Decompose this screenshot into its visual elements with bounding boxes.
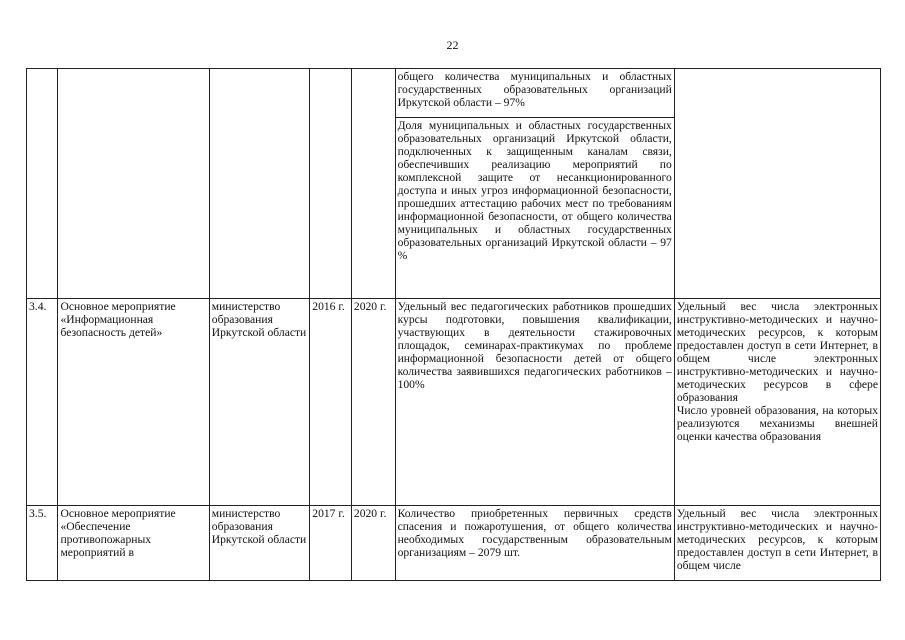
cell-event <box>58 506 209 581</box>
indicator-text: Количество приобретенных первичных средств спасения и пожаротушения, от общего количества необходимых государственным образовательным организациям – 2079 шт. <box>397 507 672 559</box>
cell-indicator <box>395 506 674 581</box>
cell-num <box>27 506 58 581</box>
cell-end-year <box>351 299 395 506</box>
cell-executor-empty <box>209 69 310 299</box>
cell-target <box>674 299 880 506</box>
cell-indicator <box>395 299 674 506</box>
cell-start-year <box>310 299 352 506</box>
cell-end-empty <box>351 69 395 299</box>
target-text-1: Удельный вес числа электронных инструктивно-методических и научно-методических ресурсов, к которым предоставлен доступ в сети Интернет, в общем числе электронных инструктивно-методических и научно-методических ресурсов в сфере образования <box>676 300 878 404</box>
cell-executor <box>209 299 310 506</box>
event-name: Основное мероприятие «Обеспечение противопожарных мероприятий в <box>60 507 176 559</box>
start-year: 2017 г. <box>312 507 345 520</box>
indicator-text: общего количества муниципальных и областных государственных образовательных организаций Иркутской области – 97% <box>397 70 672 109</box>
cell-start-year <box>310 506 352 581</box>
start-year: 2016 г. <box>312 300 345 313</box>
table-row-3-5 <box>27 506 881 581</box>
table-row-continuation <box>27 69 881 118</box>
indicator-text: Удельный вес педагогических работников прошедших курсы подготовки, повышения квалификации, участвующих в деятельности стажировочных площадок, семинарах-практикумах по проблеме информационной безопасности детей от общего количества заявившихся педагогических работников – 100% <box>397 300 672 391</box>
cell-event-empty <box>58 69 209 299</box>
cell-num <box>27 299 58 506</box>
cell-num-empty <box>27 69 58 299</box>
cell-start-empty <box>310 69 352 299</box>
cell-indicator-continued <box>395 69 674 118</box>
event-name: Основное мероприятие «Информационная безопасность детей» <box>60 300 176 339</box>
cell-target-empty <box>674 69 880 299</box>
table-row-3-4 <box>27 299 881 506</box>
cell-event <box>58 299 209 506</box>
row-number: 3.5. <box>29 507 47 520</box>
end-year: 2020 г. <box>353 300 387 313</box>
executor-name: министерство образования Иркутской области <box>211 300 307 339</box>
row-number: 3.4. <box>29 300 47 313</box>
target-text-2: Число уровней образования, на которых реализуются механизмы внешней оценки качества образования <box>676 404 878 443</box>
cell-indicator-secondary <box>395 118 674 299</box>
cell-end-year <box>351 506 395 581</box>
target-text-1: Удельный вес числа электронных инструктивно-методических и научно-методических ресурсов, к которым предоставлен доступ в сети Интернет, в общем числе <box>676 507 878 572</box>
end-year: 2020 г. <box>353 507 387 520</box>
cell-executor <box>209 506 310 581</box>
cell-target <box>674 506 880 581</box>
indicator-text: Доля муниципальных и областных государственных образовательных организаций Иркутской области, подключенных к защищенным каналам связи, обеспечивших реализацию мероприятий по комплексной защите от несанкционированного доступа и иных угроз информационной безопасности, прошедших аттестацию рабочих мест по требованиям информационной безопасности, от общего количества муниципальных и областных государственных образовательных организаций Иркутской области – 97 % <box>397 119 672 262</box>
program-table <box>26 68 881 581</box>
page-number: 22 <box>446 38 459 52</box>
executor-name: министерство образования Иркутской области <box>211 507 307 546</box>
